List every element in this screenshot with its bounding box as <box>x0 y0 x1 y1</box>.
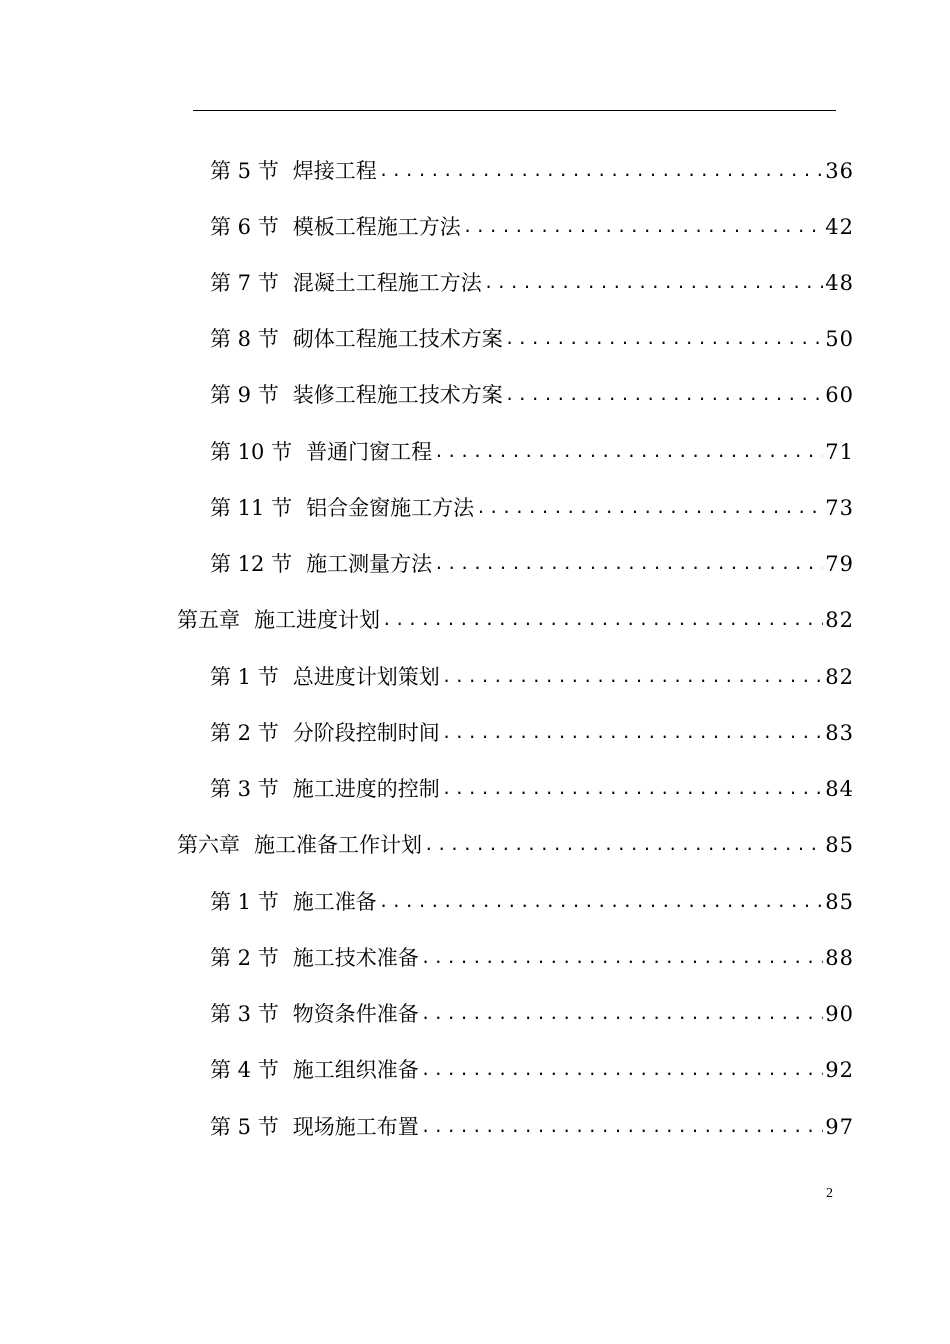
page-number: 2 <box>826 1186 833 1201</box>
toc-entry-text: 混凝土工程施工方法 <box>292 271 482 295</box>
toc-page-number: 36 <box>825 159 854 183</box>
toc-entry-text: 模板工程施工方法 <box>292 215 461 239</box>
toc-page-number: 82 <box>825 608 854 632</box>
toc-dot-leader <box>482 255 824 311</box>
toc-entry-title <box>177 817 422 873</box>
toc-entry-text: 施工测量方法 <box>306 552 433 576</box>
toc-dot-leader <box>419 1042 824 1098</box>
toc-page-number: 60 <box>825 383 854 407</box>
toc-page-number: 50 <box>825 327 854 351</box>
toc-entry-title <box>210 874 377 930</box>
toc-entry-title <box>210 930 419 986</box>
toc-page-number: 48 <box>825 271 854 295</box>
toc-page-number: 85 <box>825 833 854 857</box>
toc-entry-title <box>210 705 440 761</box>
toc-entry[interactable] <box>210 705 854 761</box>
toc-dot-leader <box>380 592 823 648</box>
toc-entry-title <box>210 649 440 705</box>
toc-entry-text: 装修工程施工技术方案 <box>292 383 503 407</box>
toc-entry-title <box>210 424 432 480</box>
toc-entry-number: 第 1 节 <box>210 665 279 689</box>
toc-entry-chapter[interactable] <box>177 817 854 873</box>
toc-entry-chapter[interactable] <box>177 592 854 648</box>
toc-entry-text: 物资条件准备 <box>292 1002 419 1026</box>
toc-entry[interactable] <box>210 199 854 255</box>
toc-dot-leader <box>440 761 824 817</box>
toc-page-number: 97 <box>825 1115 854 1139</box>
toc-entry-title <box>210 986 419 1042</box>
toc-page-number: 73 <box>825 496 854 520</box>
toc-page-number: 88 <box>825 946 854 970</box>
toc-dot-leader <box>503 311 824 367</box>
toc-entry[interactable] <box>210 424 854 480</box>
toc-entry-number: 第 11 节 <box>210 496 293 520</box>
toc-entry-number: 第 3 节 <box>210 777 279 801</box>
header-rule <box>193 110 836 111</box>
toc-entry[interactable] <box>210 480 854 536</box>
toc-entry-text: 施工进度的控制 <box>292 777 440 801</box>
toc-entry-number: 第 3 节 <box>210 1002 279 1026</box>
toc-entry-title <box>210 761 440 817</box>
toc-entry-text: 施工准备工作计划 <box>254 833 422 857</box>
toc-entry-title <box>210 199 461 255</box>
toc-entry-number: 第 4 节 <box>210 1058 279 1082</box>
toc-dot-leader <box>377 143 824 199</box>
toc-entry-text: 现场施工布置 <box>292 1115 419 1139</box>
toc-page-number: 82 <box>825 665 854 689</box>
toc-entry[interactable] <box>210 255 854 311</box>
toc-entry[interactable] <box>210 311 854 367</box>
toc-dot-leader <box>440 705 824 761</box>
toc-entry-number: 第 9 节 <box>210 383 279 407</box>
toc-entry[interactable] <box>210 649 854 705</box>
toc-entry[interactable] <box>210 761 854 817</box>
toc-entry[interactable] <box>210 986 854 1042</box>
toc-entry-text: 砌体工程施工技术方案 <box>292 327 503 351</box>
toc-entry-text: 施工技术准备 <box>292 946 419 970</box>
toc-entry-number: 第 2 节 <box>210 946 279 970</box>
toc-entry-number: 第 10 节 <box>210 440 293 464</box>
toc-entry-text: 总进度计划策划 <box>292 665 440 689</box>
toc-entry-title <box>210 367 503 423</box>
toc-entry-text: 施工准备 <box>292 890 377 914</box>
toc-dot-leader <box>432 424 823 480</box>
toc-page-number: 85 <box>825 890 854 914</box>
toc-entry-number: 第 8 节 <box>210 327 279 351</box>
toc-entry-title <box>210 480 474 536</box>
toc-dot-leader <box>419 1099 824 1155</box>
toc-entry-number: 第 6 节 <box>210 215 279 239</box>
toc-entry[interactable] <box>210 1099 854 1155</box>
toc-entry-number: 第 5 节 <box>210 1115 279 1139</box>
toc-entry-title <box>177 592 380 648</box>
toc-dot-leader <box>419 930 824 986</box>
toc-entry-title <box>210 1099 419 1155</box>
toc-entry[interactable] <box>210 367 854 423</box>
toc-page-number: 83 <box>825 721 854 745</box>
toc-entry[interactable] <box>210 930 854 986</box>
toc-dot-leader <box>503 367 824 423</box>
toc-entry[interactable] <box>210 143 854 199</box>
toc-dot-leader <box>377 874 824 930</box>
toc-entry[interactable] <box>210 536 854 592</box>
toc-entry-number: 第 12 节 <box>210 552 293 576</box>
toc-dot-leader <box>461 199 824 255</box>
toc-dot-leader <box>440 649 824 705</box>
toc-entry-title <box>210 143 377 199</box>
toc-dot-leader <box>419 986 824 1042</box>
toc-page-number: 84 <box>825 777 854 801</box>
toc-page-number: 71 <box>825 440 854 464</box>
toc-page-number: 90 <box>825 1002 854 1026</box>
toc-entry-number: 第 2 节 <box>210 721 279 745</box>
toc-dot-leader <box>474 480 823 536</box>
toc-entry-number: 第 7 节 <box>210 271 279 295</box>
toc-entry[interactable] <box>210 874 854 930</box>
toc-entry-text: 施工组织准备 <box>292 1058 419 1082</box>
toc-entry-text: 分阶段控制时间 <box>292 721 440 745</box>
toc-entry-text: 普通门窗工程 <box>306 440 433 464</box>
toc-entry-number: 第六章 <box>177 833 240 857</box>
toc-dot-leader <box>422 817 823 873</box>
toc-entry-text: 铝合金窗施工方法 <box>306 496 475 520</box>
toc-entry-number: 第 1 节 <box>210 890 279 914</box>
toc-page-number: 79 <box>825 552 854 576</box>
toc-page-number: 92 <box>825 1058 854 1082</box>
toc-entry-title <box>210 311 503 367</box>
toc-entry[interactable] <box>210 1042 854 1098</box>
toc-dot-leader <box>432 536 823 592</box>
toc-page-number: 42 <box>825 215 854 239</box>
toc-entry-text: 施工进度计划 <box>254 608 380 632</box>
toc-entry-title <box>210 1042 419 1098</box>
toc-entry-text: 焊接工程 <box>292 159 377 183</box>
toc-entry-number: 第 5 节 <box>210 159 279 183</box>
toc-entry-title <box>210 536 432 592</box>
toc-entry-number: 第五章 <box>177 608 240 632</box>
toc-entry-title <box>210 255 482 311</box>
